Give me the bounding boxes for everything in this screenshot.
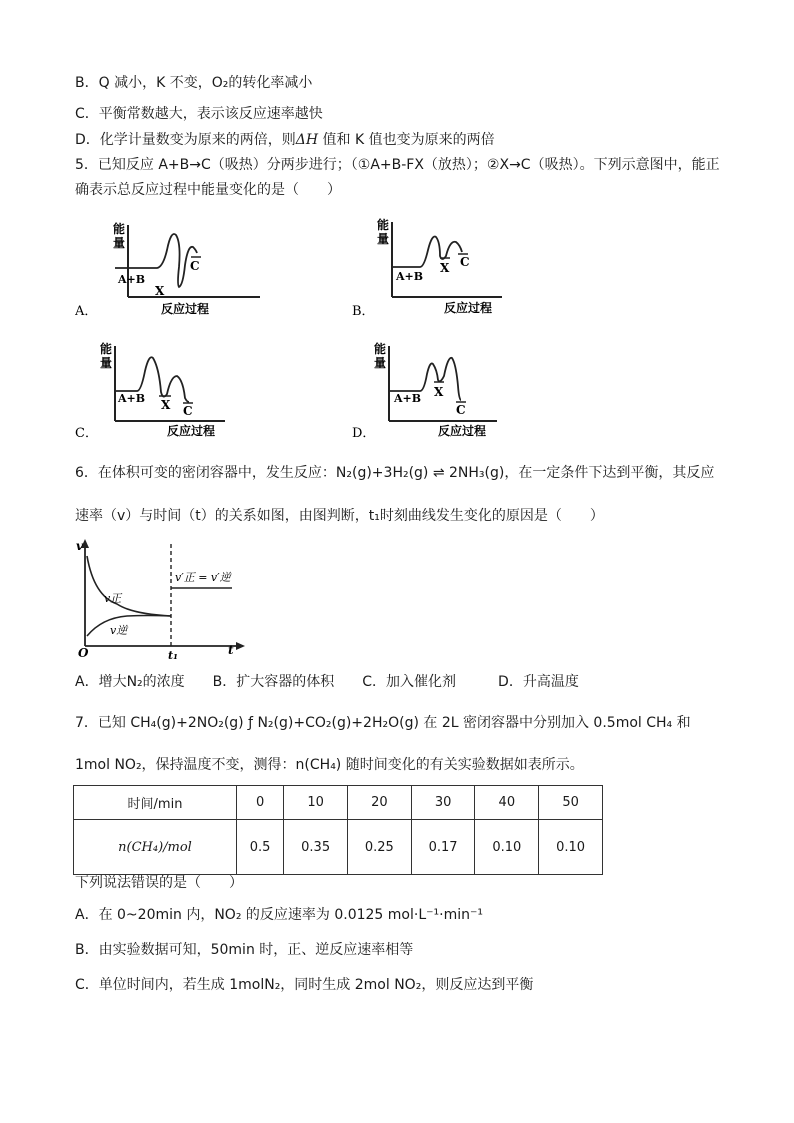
question-5-line1: 5．已知反应 A+B→C（吸热）分两步进行；（①A+B-FX（放热）；②X→C（吸热）。下列示意图中，能正 (75, 157, 720, 173)
table-cell: 20 (347, 786, 411, 820)
option-d-part1: D．化学计量数变为原来的两倍，则 (75, 132, 296, 148)
y-axis-label: v (76, 539, 83, 553)
y-label-1: 能 (100, 342, 113, 356)
data-table (73, 785, 603, 875)
reactant-label: A+B (118, 273, 146, 286)
table-cell: 0.10 (475, 820, 539, 875)
option-label-c: C． (75, 426, 98, 441)
question-7-option-c: C．单位时间内，若生成 1molN₂，同时生成 2mol NO₂，则反应达到平衡 (75, 977, 534, 993)
product-label: C (183, 404, 193, 418)
table-row (74, 786, 603, 820)
product-label: C (460, 255, 470, 269)
question-6-line2: 速率（v）与时间（t）的关系如图，由图判断，t₁时刻曲线发生变化的原因是（ ） (75, 508, 604, 524)
t1-label: t₁ (168, 649, 178, 661)
table-cell: 0.35 (284, 820, 348, 875)
question-7-prompt: 下列说法错误的是（ ） (75, 875, 243, 891)
option-label-a: A． (75, 304, 98, 319)
x-axis-label: 反应过程 (438, 424, 487, 438)
option-label-d: D． (352, 426, 376, 441)
energy-diagram-d (352, 336, 552, 450)
energy-diagram-b (352, 212, 552, 326)
energy-diagram-a (75, 215, 275, 329)
product-label: C (456, 403, 466, 417)
y-label-2: 量 (377, 232, 390, 246)
x-axis-label: 反应过程 (161, 302, 210, 316)
table-cell: 40 (475, 786, 539, 820)
table-row-label: n(CH₄)/mol (74, 820, 237, 875)
table-cell: 0.25 (347, 820, 411, 875)
question-7-option-b: B．由实验数据可知，50min 时，正、逆反应速率相等 (75, 942, 414, 958)
question-7-line2: 1mol NO₂，保持温度不变，测得：n(CH₄) 随时间变化的有关实验数据如表所示。 (75, 757, 584, 773)
question-7-line1: 7．已知 CH₄(g)+2NO₂(g) ƒ N₂(g)+CO₂(g)+2H₂O(g) 在 2L 密闭容器中分别加入 0.5mol CH₄ 和 (75, 715, 691, 731)
question-6-options: A．增大N₂的浓度 B．扩大容器的体积 C．加入催化剂 D．升高温度 (75, 674, 579, 690)
y-label-2: 量 (100, 356, 113, 370)
energy-diagram-c (75, 336, 275, 450)
y-label-2: 量 (113, 236, 126, 250)
reactant-label: A+B (396, 270, 424, 283)
table-cell: 30 (411, 786, 475, 820)
v-reverse-label: v逆 (110, 624, 128, 637)
after-t1-label: v′正 = v′逆 (175, 571, 231, 584)
option-d-part2: 值和 K 值也变为原来的两倍 (318, 132, 495, 148)
intermediate-label: X (434, 385, 444, 399)
x-axis-label: 反应过程 (444, 301, 493, 315)
y-label-2: 量 (374, 356, 387, 370)
v-forward-label: v正 (104, 592, 122, 605)
origin-label: O (78, 646, 89, 660)
question-6-line1: 6．在体积可变的密闭容器中，发生反应：N₂(g)+3H₂(g) ⇌ 2NH₃(g)，在一定条件下达到平衡，其反应 (75, 465, 715, 481)
table-cell: 0.17 (411, 820, 475, 875)
question-5-line2: 确表示总反应过程中能量变化的是（ ） (75, 182, 341, 198)
option-b-line: B．Q 减小，K 不变，O₂的转化率减小 (75, 75, 313, 91)
table-cell: 0.5 (237, 820, 284, 875)
table-header-label: 时间/min (74, 786, 237, 820)
option-label-b: B． (352, 304, 375, 319)
x-axis-label: t (228, 643, 234, 657)
table-cell: 0 (237, 786, 284, 820)
y-label-1: 能 (374, 342, 387, 356)
y-label-1: 能 (377, 218, 390, 232)
option-d-line (75, 130, 495, 150)
reactant-label: A+B (394, 392, 422, 405)
question-7-option-a: A．在 0~20min 内，NO₂ 的反应速率为 0.0125 mol·L⁻¹·min⁻¹ (75, 907, 483, 923)
option-c-line: C．平衡常数越大，表示该反应速率越快 (75, 106, 323, 122)
y-label-1: 能 (113, 222, 126, 236)
intermediate-label: X (155, 284, 165, 298)
reactant-label: A+B (118, 392, 146, 405)
table-cell: 10 (284, 786, 348, 820)
table-cell: 50 (539, 786, 603, 820)
table-row (74, 820, 603, 875)
product-label: C (190, 259, 200, 273)
intermediate-label: X (161, 398, 171, 412)
table-cell: 0.10 (539, 820, 603, 875)
x-axis-label: 反应过程 (167, 424, 216, 438)
delta-h-symbol: ΔH (295, 132, 319, 148)
intermediate-label: X (440, 261, 450, 275)
rate-time-diagram (72, 536, 247, 665)
